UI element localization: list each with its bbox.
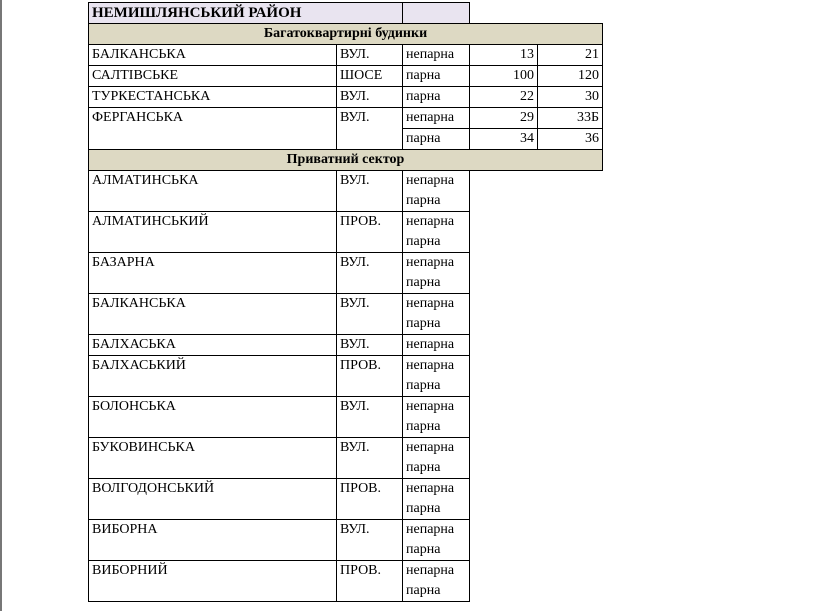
street-name: ФЕРГАНСЬКА [89, 108, 337, 129]
street-type: ПРОВ. [337, 356, 403, 377]
table-row [89, 438, 603, 459]
street-type: ВУЛ. [337, 253, 403, 274]
parity: непарна [403, 479, 470, 500]
streets-table [88, 2, 603, 602]
house-to: 120 [538, 66, 603, 87]
street-name: БАЗАРНА [89, 253, 337, 274]
street-type: ВУЛ. [337, 335, 403, 356]
parity: парна [403, 314, 470, 335]
street-type [337, 273, 403, 294]
section-header-row [89, 150, 603, 171]
parity: непарна [403, 253, 470, 274]
table-row [89, 520, 603, 541]
street-type [337, 417, 403, 438]
house-from: 100 [470, 66, 538, 87]
parity: непарна [403, 108, 470, 129]
street-type [337, 191, 403, 212]
street-type: ПРОВ. [337, 561, 403, 582]
street-name [89, 540, 337, 561]
table-row [89, 314, 603, 335]
table-row [89, 294, 603, 315]
table-row [89, 273, 603, 294]
street-type: ВУЛ. [337, 397, 403, 418]
house-to: 30 [538, 87, 603, 108]
section-title-private: Приватний сектор [89, 150, 603, 171]
house-from: 29 [470, 108, 538, 129]
street-type [337, 129, 403, 150]
parity: парна [403, 191, 470, 212]
street-name [89, 314, 337, 335]
district-title: НЕМИШЛЯНСЬКИЙ РАЙОН [89, 3, 403, 24]
street-type: ШОСЕ [337, 66, 403, 87]
parity: непарна [403, 45, 470, 66]
table-row [89, 417, 603, 438]
street-type [337, 458, 403, 479]
table-row [89, 66, 603, 87]
table-row [89, 335, 603, 356]
street-name: САЛТІВСЬКЕ [89, 66, 337, 87]
table-row [89, 171, 603, 192]
street-name: ВИБОРНА [89, 520, 337, 541]
parity: непарна [403, 520, 470, 541]
street-name: БАЛХАСЬКА [89, 335, 337, 356]
street-name: БАЛХАСЬКИЙ [89, 356, 337, 377]
street-name [89, 273, 337, 294]
street-name: БОЛОНСЬКА [89, 397, 337, 418]
street-type: ВУЛ. [337, 171, 403, 192]
parity: непарна [403, 212, 470, 233]
table-row [89, 356, 603, 377]
street-name [89, 417, 337, 438]
house-from: 34 [470, 129, 538, 150]
district-side-cell [403, 3, 470, 24]
parity: парна [403, 129, 470, 150]
section-title-apartment: Багатоквартирні будинки [89, 24, 603, 45]
table-row [89, 212, 603, 233]
parity: непарна [403, 356, 470, 377]
street-name: АЛМАТИНСЬКА [89, 171, 337, 192]
house-to: 33Б [538, 108, 603, 129]
street-name [89, 191, 337, 212]
street-name [89, 376, 337, 397]
table-row [89, 87, 603, 108]
parity: парна [403, 87, 470, 108]
parity: непарна [403, 397, 470, 418]
street-type: ВУЛ. [337, 294, 403, 315]
house-from: 22 [470, 87, 538, 108]
table-row [89, 45, 603, 66]
parity: парна [403, 417, 470, 438]
street-name: БУКОВИНСЬКА [89, 438, 337, 459]
street-name [89, 499, 337, 520]
district-header-row [89, 3, 603, 24]
parity: парна [403, 376, 470, 397]
parity: парна [403, 232, 470, 253]
parity: непарна [403, 335, 470, 356]
house-from: 13 [470, 45, 538, 66]
street-name [89, 581, 337, 602]
street-name: ТУРКЕСТАНСЬКА [89, 87, 337, 108]
street-type [337, 376, 403, 397]
table-row [89, 581, 603, 602]
parity: парна [403, 273, 470, 294]
table-row [89, 561, 603, 582]
table-row [89, 540, 603, 561]
street-type: ВУЛ. [337, 108, 403, 129]
street-type: ПРОВ. [337, 212, 403, 233]
house-to: 36 [538, 129, 603, 150]
street-name: БАЛКАНСЬКА [89, 294, 337, 315]
parity: парна [403, 499, 470, 520]
street-type [337, 499, 403, 520]
house-to: 21 [538, 45, 603, 66]
parity: парна [403, 581, 470, 602]
table-row [89, 253, 603, 274]
street-name: БАЛКАНСЬКА [89, 45, 337, 66]
page-left-border [0, 0, 2, 611]
street-type: ВУЛ. [337, 87, 403, 108]
table-row [89, 129, 603, 150]
table-row [89, 458, 603, 479]
street-name [89, 129, 337, 150]
parity: непарна [403, 171, 470, 192]
parity: непарна [403, 561, 470, 582]
street-type: ПРОВ. [337, 479, 403, 500]
parity: парна [403, 458, 470, 479]
table-row [89, 191, 603, 212]
parity: непарна [403, 438, 470, 459]
street-name [89, 232, 337, 253]
section-header-row [89, 24, 603, 45]
table-row [89, 479, 603, 500]
parity: непарна [403, 294, 470, 315]
street-name: ВОЛГОДОНСЬКИЙ [89, 479, 337, 500]
table-row [89, 397, 603, 418]
street-type [337, 581, 403, 602]
table-row [89, 232, 603, 253]
parity: парна [403, 66, 470, 87]
street-name: АЛМАТИНСЬКИЙ [89, 212, 337, 233]
street-type [337, 540, 403, 561]
street-type: ВУЛ. [337, 45, 403, 66]
table-row [89, 499, 603, 520]
street-type: ВУЛ. [337, 438, 403, 459]
street-type [337, 232, 403, 253]
street-name [89, 458, 337, 479]
table-row [89, 108, 603, 129]
parity: парна [403, 540, 470, 561]
street-name: ВИБОРНИЙ [89, 561, 337, 582]
street-type: ВУЛ. [337, 520, 403, 541]
street-type [337, 314, 403, 335]
table-row [89, 376, 603, 397]
